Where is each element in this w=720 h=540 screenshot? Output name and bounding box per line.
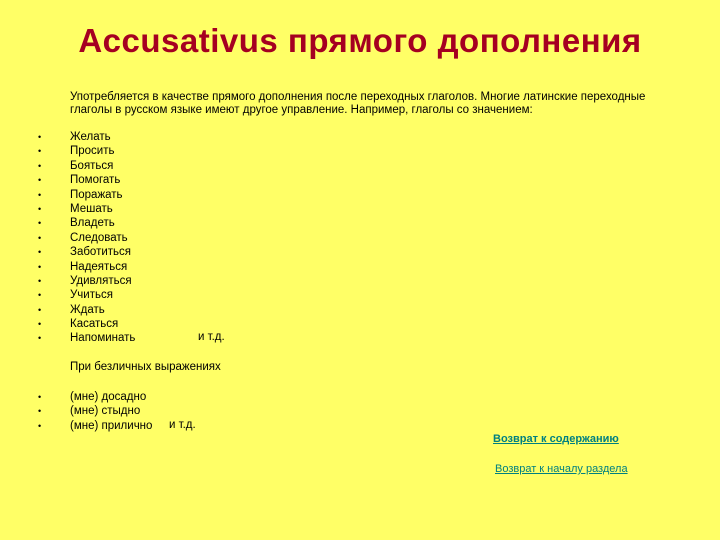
list-item: • Мешать	[38, 202, 113, 215]
list-item: • Желать	[38, 131, 111, 143]
list-item: • Удивляться	[38, 274, 132, 287]
list-item: • (мне) стыдно	[38, 405, 141, 418]
verb-list	[38, 130, 135, 346]
bullet-icon: •	[38, 261, 42, 272]
list-item: • Следовать	[38, 231, 128, 244]
bullet-icon: •	[38, 420, 42, 431]
list-item: • Владеть	[38, 217, 115, 230]
bullet-icon: •	[38, 275, 42, 286]
list-item: • (мне) прилично	[38, 419, 153, 432]
bullet-icon: •	[38, 333, 42, 344]
list-item: • Помогать	[38, 174, 121, 187]
list-item: • Заботиться	[38, 246, 131, 259]
bullet-icon: •	[38, 304, 42, 315]
bullet-icon: •	[38, 203, 42, 214]
list-item: • Надеяться	[38, 260, 128, 273]
bullet-icon: •	[38, 189, 42, 200]
verbs-etc-text: и т.д.	[198, 331, 225, 343]
bullet-icon: •	[38, 319, 42, 330]
back-to-section-start-link[interactable]: Возврат к началу раздела	[495, 463, 628, 475]
impersonal-etc-text: и т.д.	[169, 419, 196, 431]
list-item: • Бояться	[38, 159, 114, 172]
list-item: • Ждать	[38, 303, 105, 316]
bullet-icon: •	[38, 175, 42, 186]
list-item: • Просить	[38, 145, 115, 158]
bullet-icon: •	[38, 247, 42, 258]
bullet-icon: •	[38, 232, 42, 243]
slide-title: Accusativus прямого дополнения	[78, 22, 642, 59]
bullet-icon: •	[38, 392, 42, 402]
list-item: • Напоминать	[38, 332, 136, 345]
impersonal-list	[38, 390, 152, 433]
impersonal-heading: При безличных выражениях	[70, 361, 221, 373]
bullet-icon: •	[38, 290, 42, 301]
back-to-contents-link[interactable]: Возврат к содержанию	[493, 433, 619, 445]
bullet-icon: •	[38, 160, 42, 171]
list-item: • Касаться	[38, 318, 119, 331]
bullet-icon: •	[38, 132, 42, 142]
bullet-icon: •	[38, 146, 42, 157]
list-item: • Поражать	[38, 188, 123, 201]
intro-text: Употребляется в качестве прямого дополнения после переходных глаголов. Многие латинские переходные глаголы в русском языке имеют другое управление. Например, глаголы со значением:	[70, 91, 646, 116]
bullet-icon: •	[38, 406, 42, 417]
list-item: • (мне) досадно	[38, 391, 147, 403]
list-item: • Учиться	[38, 289, 113, 302]
bullet-icon: •	[38, 218, 42, 229]
